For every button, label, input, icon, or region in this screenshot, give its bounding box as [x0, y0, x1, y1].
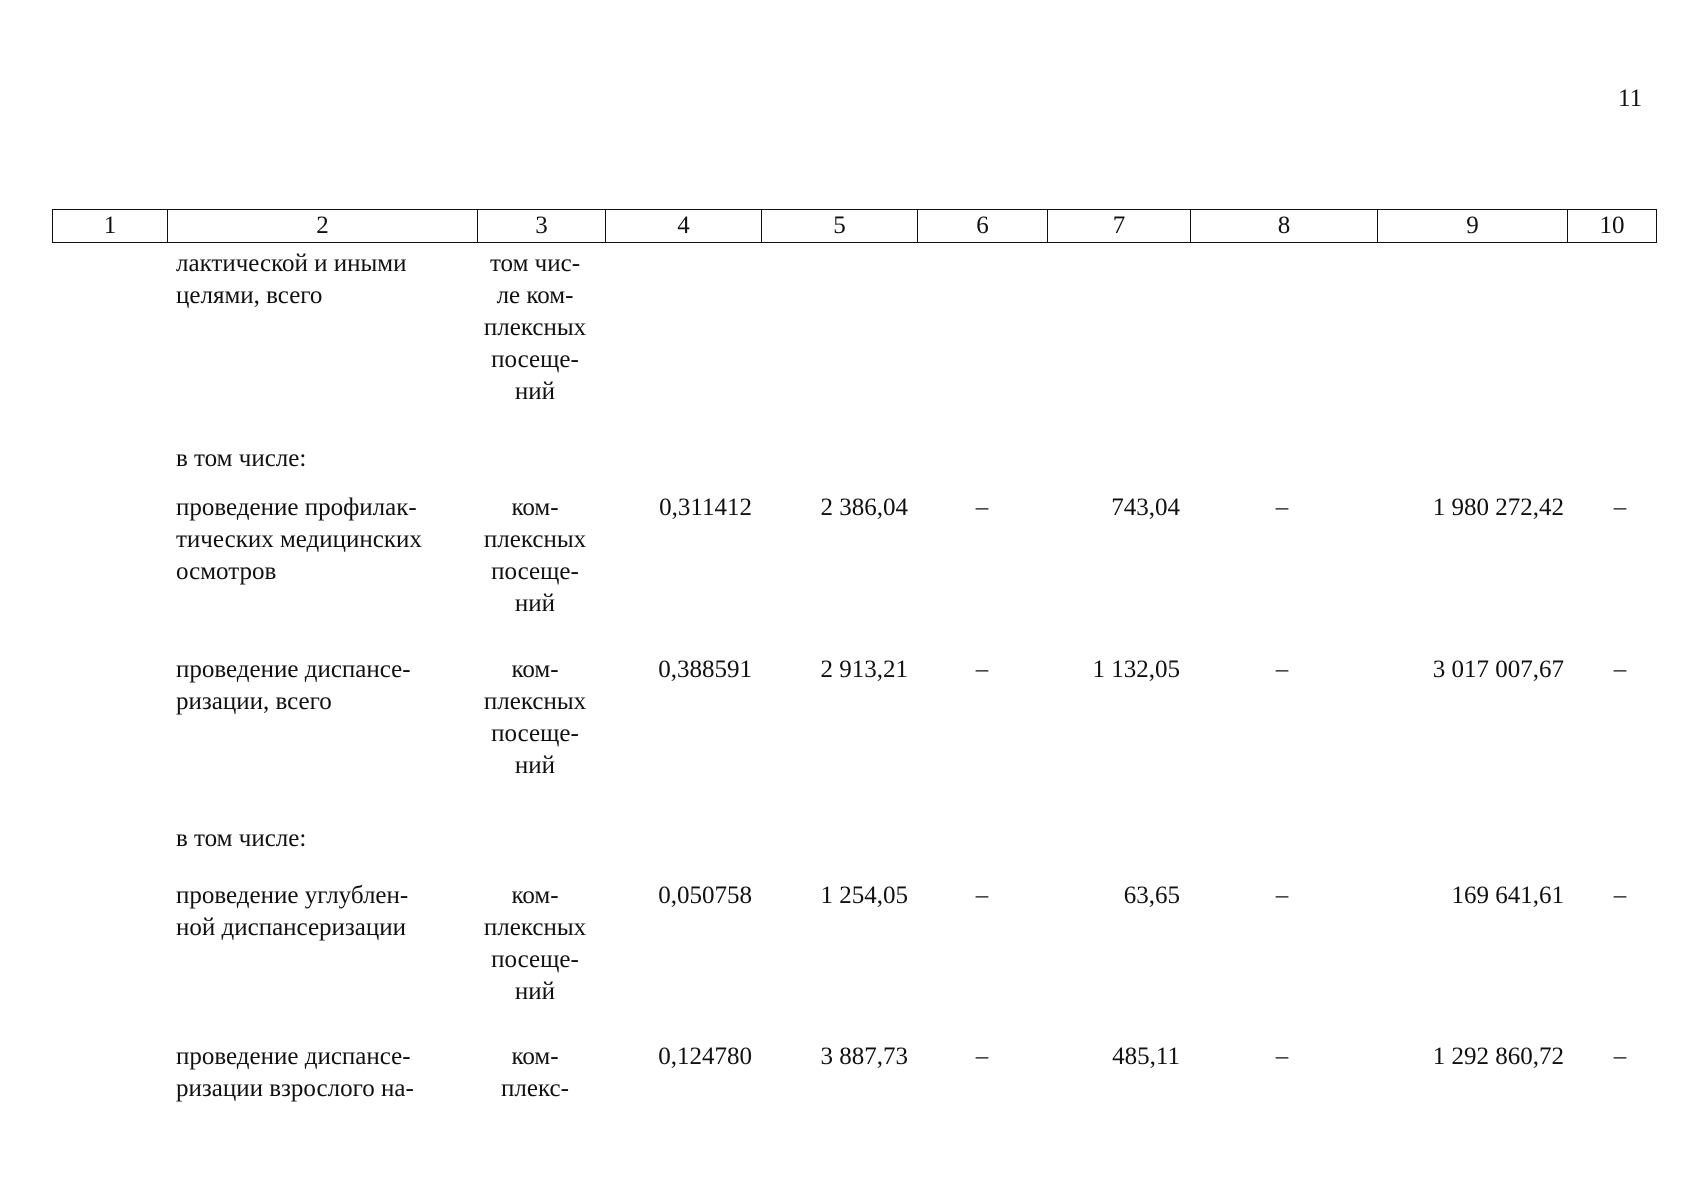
row-unit-line: ний: [514, 978, 556, 1005]
row-name-line: в том числе:: [176, 825, 307, 852]
row-unit-cell: [474, 492, 596, 620]
row-value-col-4: 0,050758: [658, 882, 752, 909]
row-unit-line: плексных: [483, 526, 587, 553]
row-name-line: ризации взрослого на-: [176, 1075, 414, 1102]
row-value-col-8: –: [1275, 494, 1289, 521]
row-unit-line: ком-: [511, 882, 559, 909]
row-value-col-4: 0,311412: [659, 494, 752, 521]
row-unit-line: плекс-: [501, 1075, 569, 1102]
header-cell-4: 4: [606, 210, 762, 242]
row-value-col-9: 1 292 860,72: [1432, 1043, 1564, 1070]
header-cell-6: 6: [918, 210, 1048, 242]
row-name-line: в том числе:: [176, 445, 307, 472]
row-value-col-10: –: [1613, 1043, 1627, 1070]
row-value-col-6: –: [975, 1043, 989, 1070]
row-value-col-4: 0,388591: [658, 656, 752, 683]
header-cell-2: 2: [168, 210, 478, 242]
header-cell-5: 5: [762, 210, 918, 242]
row-name-cell: [176, 1041, 464, 1105]
row-unit-line: плексных: [483, 688, 587, 715]
row-unit-line: ком-: [511, 494, 559, 521]
row-name-line: проведение углублен-: [176, 882, 409, 909]
row-name-line: проведение диспансе-: [176, 656, 411, 683]
row-name-line: осмотров: [176, 558, 277, 585]
row-name-cell: [176, 492, 464, 588]
page-number: 11: [1618, 85, 1643, 112]
row-name-cell: [176, 443, 464, 475]
row-value-col-8: –: [1275, 882, 1289, 909]
header-cell-8: 8: [1191, 210, 1378, 242]
row-value-col-10: –: [1613, 656, 1627, 683]
table-header-row: [52, 209, 1657, 243]
row-unit-line: посеще-: [491, 558, 579, 585]
row-value-col-4: 0,124780: [658, 1043, 752, 1070]
row-unit-line: ле ком-: [496, 282, 574, 309]
row-name-cell: [176, 823, 464, 855]
row-unit-line: ний: [514, 378, 556, 405]
row-value-col-8: –: [1275, 1043, 1289, 1070]
row-name-cell: [176, 248, 464, 312]
row-unit-cell: [474, 248, 596, 408]
row-value-col-10: –: [1613, 494, 1627, 521]
header-cell-7: 7: [1048, 210, 1191, 242]
header-cell-9: 9: [1378, 210, 1568, 242]
row-name-line: ризации, всего: [176, 688, 332, 715]
row-value-col-5: 1 254,05: [820, 882, 908, 909]
row-name-line: целями, всего: [176, 282, 323, 309]
header-cell-10: 10: [1599, 212, 1625, 239]
row-value-col-7: 63,65: [1123, 882, 1180, 909]
row-unit-line: плексных: [483, 314, 587, 341]
row-value-col-9: 1 980 272,42: [1432, 494, 1564, 521]
row-unit-line: ний: [514, 752, 556, 779]
row-value-col-9: 169 641,61: [1451, 882, 1564, 909]
row-name-line: тических медицинских: [176, 526, 422, 553]
row-unit-line: посеще-: [491, 720, 579, 747]
row-value-col-10: –: [1613, 882, 1627, 909]
header-cell-3: 3: [478, 210, 606, 242]
row-value-col-5: 2 913,21: [820, 656, 908, 683]
row-name-line: лактической и иными: [176, 250, 407, 277]
row-value-col-6: –: [975, 494, 989, 521]
row-unit-line: ний: [514, 590, 556, 617]
row-value-col-9: 3 017 007,67: [1432, 656, 1564, 683]
row-unit-line: плексных: [483, 914, 587, 941]
row-value-col-7: 485,11: [1112, 1043, 1180, 1070]
row-value-col-6: –: [975, 882, 989, 909]
row-value-col-5: 2 386,04: [820, 494, 908, 521]
row-unit-cell: [474, 1041, 596, 1105]
row-name-line: проведение диспансе-: [176, 1043, 411, 1070]
header-cell-1: 1: [53, 210, 168, 242]
row-unit-cell: [474, 654, 596, 782]
row-unit-line: посеще-: [491, 946, 579, 973]
row-name-cell: [176, 654, 464, 718]
row-unit-line: ком-: [511, 656, 559, 683]
row-name-line: ной диспансеризации: [176, 914, 407, 941]
row-unit-cell: [474, 880, 596, 1008]
row-unit-line: посеще-: [491, 346, 579, 373]
row-unit-line: том чис-: [489, 250, 581, 277]
row-value-col-7: 743,04: [1111, 494, 1180, 521]
row-value-col-6: –: [975, 656, 989, 683]
row-name-line: проведение профилак-: [176, 494, 417, 521]
row-value-col-8: –: [1275, 656, 1289, 683]
row-value-col-5: 3 887,73: [820, 1043, 908, 1070]
row-value-col-7: 1 132,05: [1092, 656, 1180, 683]
row-name-cell: [176, 880, 464, 944]
row-unit-line: ком-: [511, 1043, 559, 1070]
